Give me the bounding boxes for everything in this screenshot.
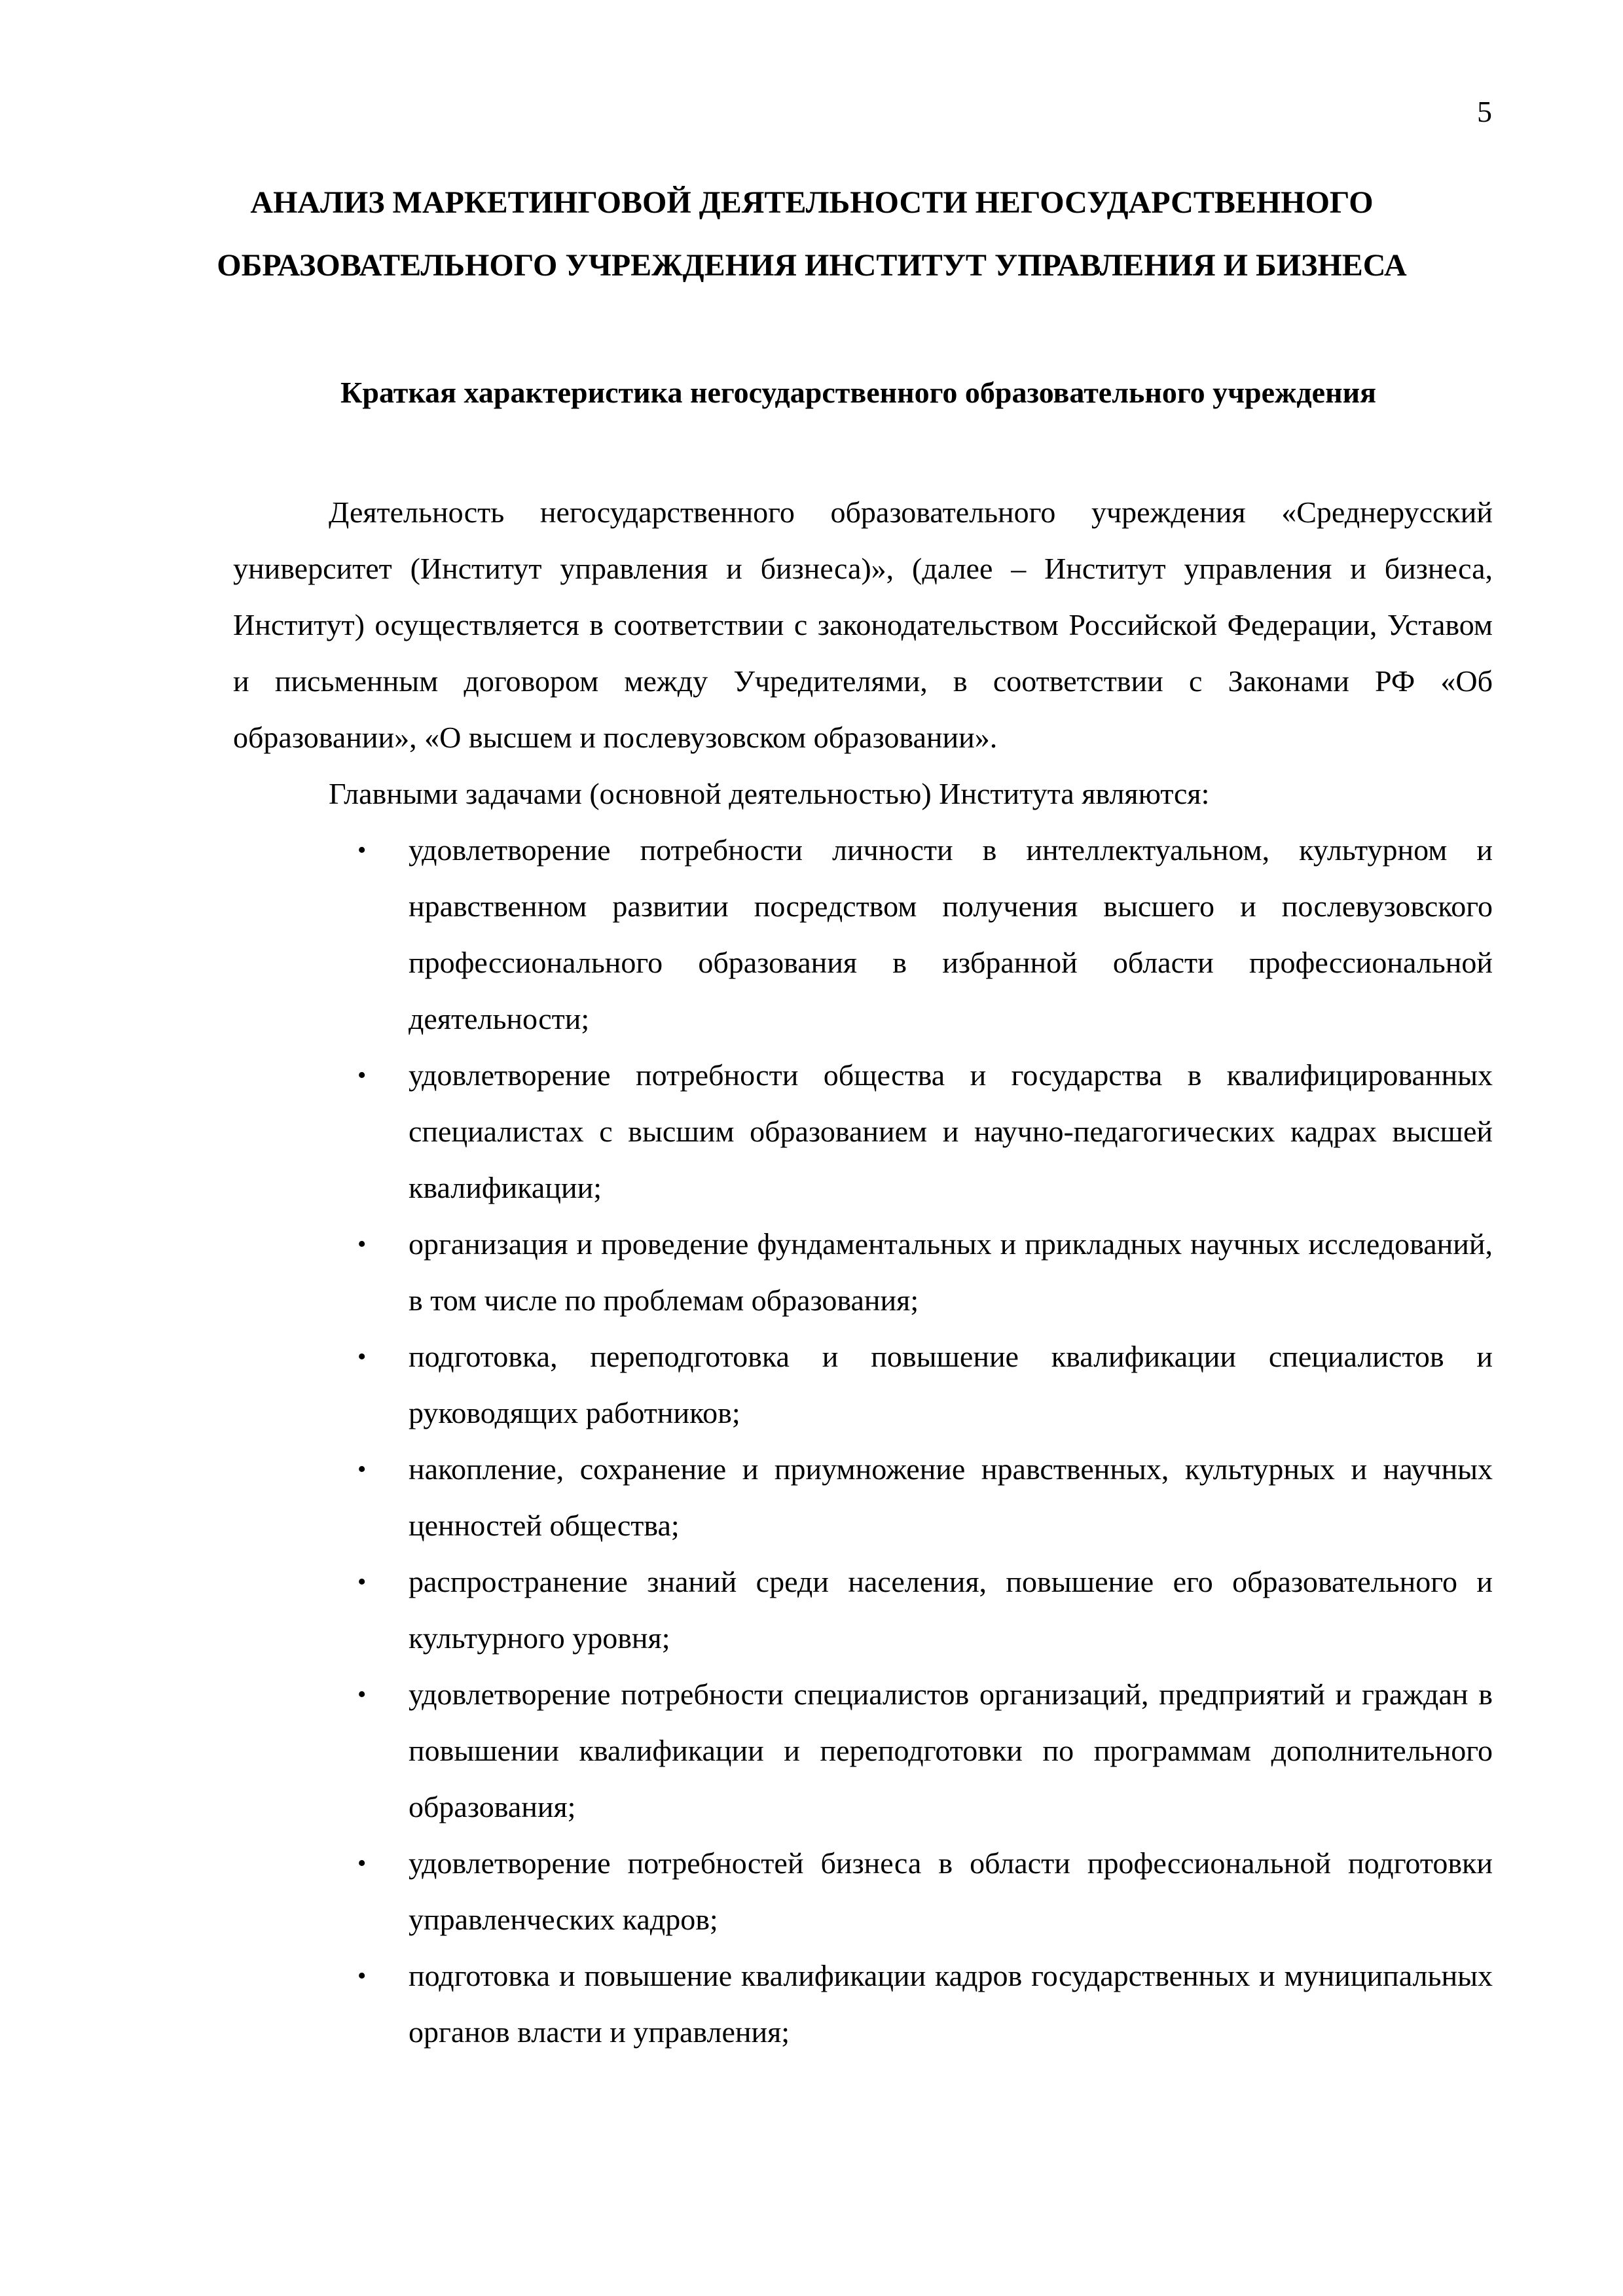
list-item-text: удовлетворение потребности личности в интеллектуальном, культурном и нравственном развитии посредством получения высшего и послевузовского профессионального образования в избранной области профессиональной деятельности; xyxy=(409,833,1493,1035)
bullet-icon: • xyxy=(357,1456,367,1483)
paragraph-tasks-lead: Главными задачами (основной деятельностью) Института являются: xyxy=(329,777,1210,810)
list-item xyxy=(233,1047,1493,1216)
list-item xyxy=(233,1329,1493,1441)
list-item xyxy=(233,1216,1493,1329)
list-item-text: удовлетворение потребности специалистов организаций, предприятий и граждан в повышении квалификации и переподготовки по программам дополнительного образования; xyxy=(409,1677,1493,1823)
tasks-list xyxy=(233,822,1493,2060)
list-item-text: подготовка и повышение квалификации кадров государственных и муниципальных органов власти и управления; xyxy=(409,1959,1493,2049)
list-item xyxy=(233,822,1493,1047)
bullet-icon: • xyxy=(357,1568,367,1596)
bullet-icon: • xyxy=(357,1681,367,1708)
section-title: Краткая характеристика негосударственного образовательного учреждения xyxy=(340,376,1376,409)
list-item-text: удовлетворение потребностей бизнеса в области профессиональной подготовки управленческих кадров; xyxy=(409,1846,1493,1936)
bullet-icon: • xyxy=(357,1343,367,1371)
bullet-icon: • xyxy=(357,836,367,864)
list-item-text: подготовка, переподготовка и повышение квалификации специалистов и руководящих работников; xyxy=(409,1340,1493,1429)
bullet-icon: • xyxy=(357,1962,367,1990)
list-item xyxy=(233,1666,1493,1835)
main-title-line-1: АНАЛИЗ МАРКЕТИНГОВОЙ ДЕЯТЕЛЬНОСТИ НЕГОСУДАРСТВЕННОГО xyxy=(250,185,1374,220)
list-item xyxy=(233,1554,1493,1666)
list-item xyxy=(233,1441,1493,1554)
paragraph-intro: Деятельность негосударственного образовательного учреждения «Среднерусский университет (Институт управления и бизнеса)», (далее – Институт управления и бизнеса, Институт) осуществляется в соответствии с законодательством Российской Федерации, Уставом и письменным договором между Учредителями, в соответствии с Законами РФ «Об образовании», «О высшем и послевузовском образовании». xyxy=(233,495,1493,754)
body-text xyxy=(233,484,1493,2060)
list-item-text: удовлетворение потребности общества и государства в квалифицированных специалистах с высшим образованием и научно-педагогических кадрах высшей квалификации; xyxy=(409,1058,1493,1204)
list-item-text: организация и проведение фундаментальных и прикладных научных исследований, в том числе по проблемам образования; xyxy=(409,1227,1493,1317)
main-title-line-2: ОБРАЗОВАТЕЛЬНОГО УЧРЕЖДЕНИЯ ИНСТИТУТ УПРАВЛЕНИЯ И БИЗНЕСА xyxy=(217,248,1407,283)
list-item xyxy=(233,1948,1493,2060)
main-title xyxy=(196,171,1427,297)
page-number: 5 xyxy=(1477,95,1492,128)
list-item xyxy=(233,1835,1493,1948)
bullet-icon: • xyxy=(357,1062,367,1089)
bullet-icon: • xyxy=(357,1850,367,1877)
list-item-text: распространение знаний среди населения, повышение его образовательного и культурного уровня; xyxy=(409,1565,1493,1655)
bullet-icon: • xyxy=(357,1230,367,1258)
list-item-text: накопление, сохранение и приумножение нравственных, культурных и научных ценностей общества; xyxy=(409,1452,1493,1542)
